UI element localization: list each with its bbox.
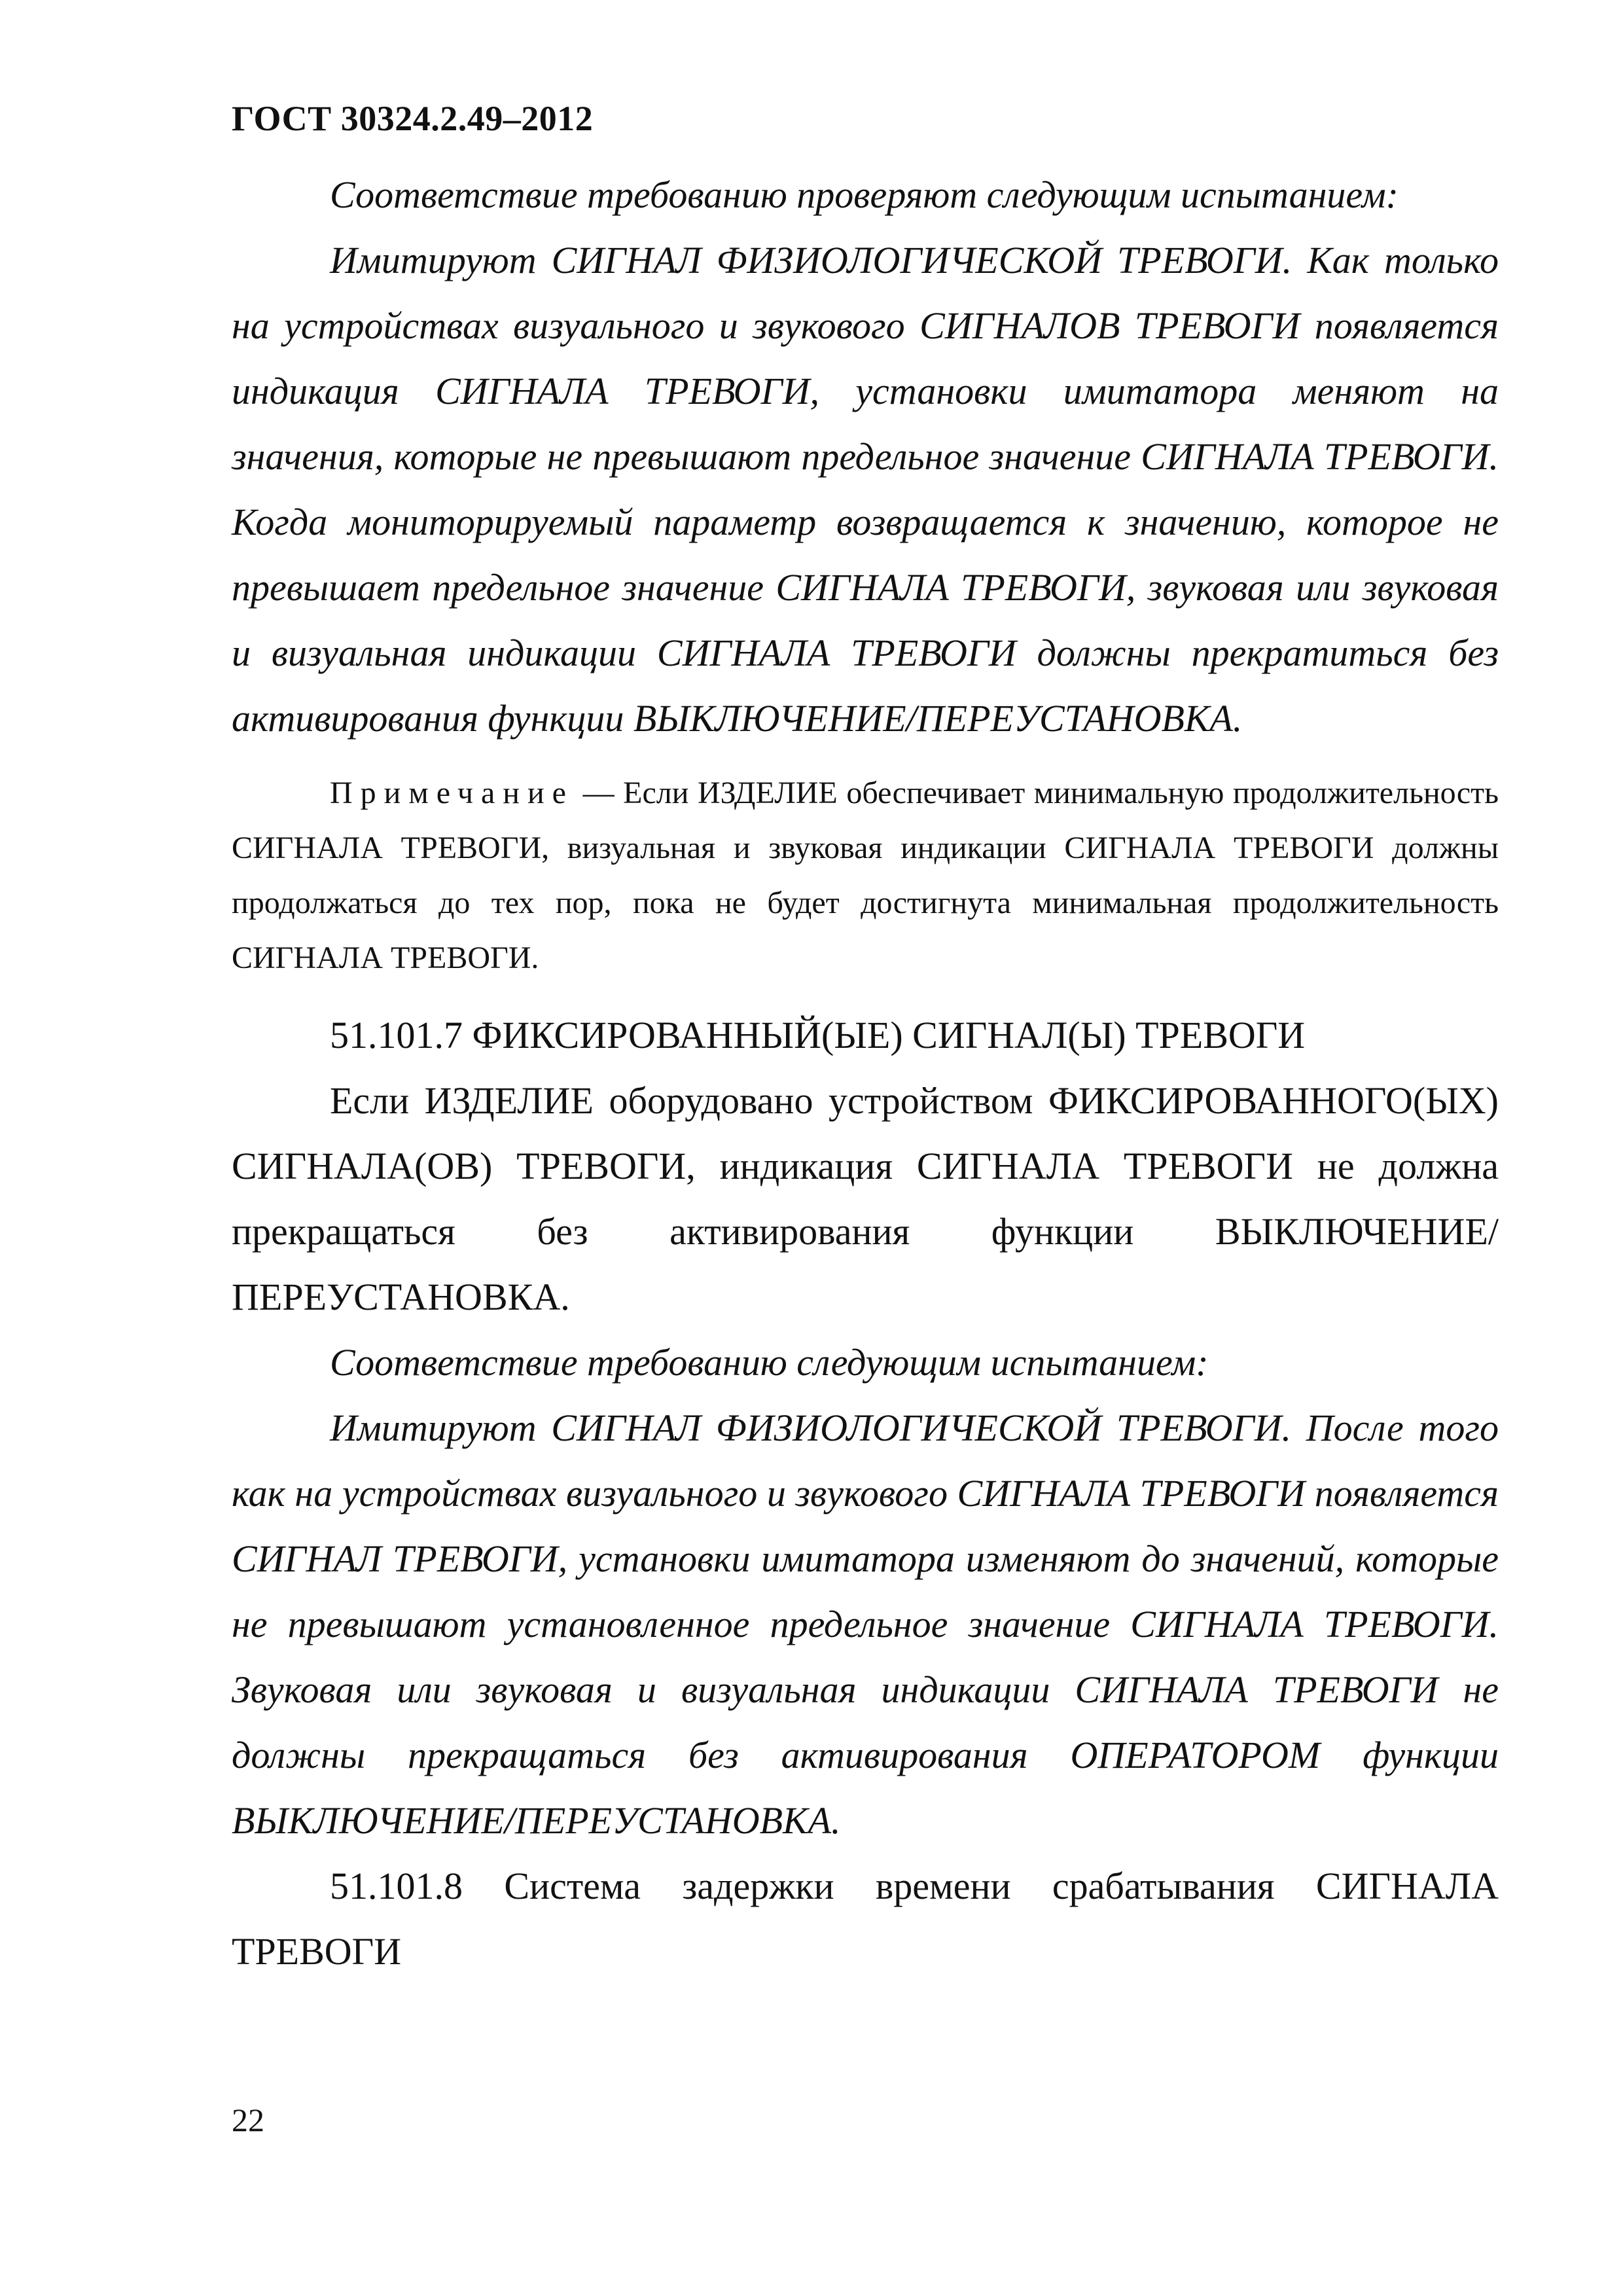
page-number: 22 <box>232 2102 264 2138</box>
section-heading-51-101-8: 51.101.8 Система задержки времени срабатывания СИГНАЛА ТРЕВОГИ <box>232 1865 1499 1973</box>
latching-alarm-requirement: Если ИЗДЕЛИЕ оборудовано устройством ФИКСИРОВАННОГО(ЫХ) СИГНАЛА(ОВ) ТРЕВОГИ, индикация СИГНАЛА ТРЕВОГИ не должна прекращаться без активирования функции ВЫКЛЮЧЕНИЕ/ПЕРЕУСТАНОВКА. <box>232 1079 1499 1318</box>
note-text: — Если ИЗДЕЛИЕ обеспечивает минимальную продолжительность СИГНАЛА ТРЕВОГИ, визуальная и звуковая индикации СИГНАЛА ТРЕВОГИ должны продолжаться до тех пор, пока не будет достигнута минимальная продолжительность СИГНАЛА ТРЕВОГИ. <box>232 776 1499 975</box>
latching-alarm-test-procedure: Имитируют СИГНАЛ ФИЗИОЛОГИЧЕСКОЙ ТРЕВОГИ. После того как на устройствах визуального и звукового СИГНАЛА ТРЕВОГИ появляется СИГНАЛ ТРЕВОГИ, установки имитатора изменяют до значений, которые не превышают установленное предельное значение СИГНАЛА ТРЕВОГИ. Звуковая или звуковая и визуальная индикации СИГНАЛА ТРЕВОГИ не должны прекращаться без активирования ОПЕРАТОРОМ функции ВЫКЛЮЧЕНИЕ/ПЕРЕУСТАНОВКА. <box>232 1407 1499 1842</box>
document-id-header: ГОСТ 30324.2.49–2012 <box>232 99 594 138</box>
compliance-test-intro: Соответствие требованию проверяют следующим испытанием: <box>330 173 1399 216</box>
page-body <box>232 162 1499 1984</box>
note-block <box>232 766 1499 986</box>
physiological-alarm-test-procedure: Имитируют СИГНАЛ ФИЗИОЛОГИЧЕСКОЙ ТРЕВОГИ. Как только на устройствах визуального и звукового СИГНАЛОВ ТРЕВОГИ появляется индикация СИГНАЛА ТРЕВОГИ, установки имитатора меняют на значения, которые не превышают предельное значение СИГНАЛА ТРЕВОГИ. Когда мониторируемый параметр возвращается к значению, которое не превышает предельное значение СИГНАЛА ТРЕВОГИ, звуковая или звуковая и визуальная индикации СИГНАЛА ТРЕВОГИ должны прекратиться без активирования функции ВЫКЛЮЧЕНИЕ/ПЕРЕУСТАНОВКА. <box>232 239 1499 740</box>
section-heading-51-101-7: 51.101.7 ФИКСИРОВАННЫЙ(ЫЕ) СИГНАЛ(Ы) ТРЕВОГИ <box>330 1014 1306 1056</box>
compliance-test-intro-2: Соответствие требованию следующим испытанием: <box>330 1341 1209 1384</box>
note-label: Примечание <box>330 776 574 810</box>
